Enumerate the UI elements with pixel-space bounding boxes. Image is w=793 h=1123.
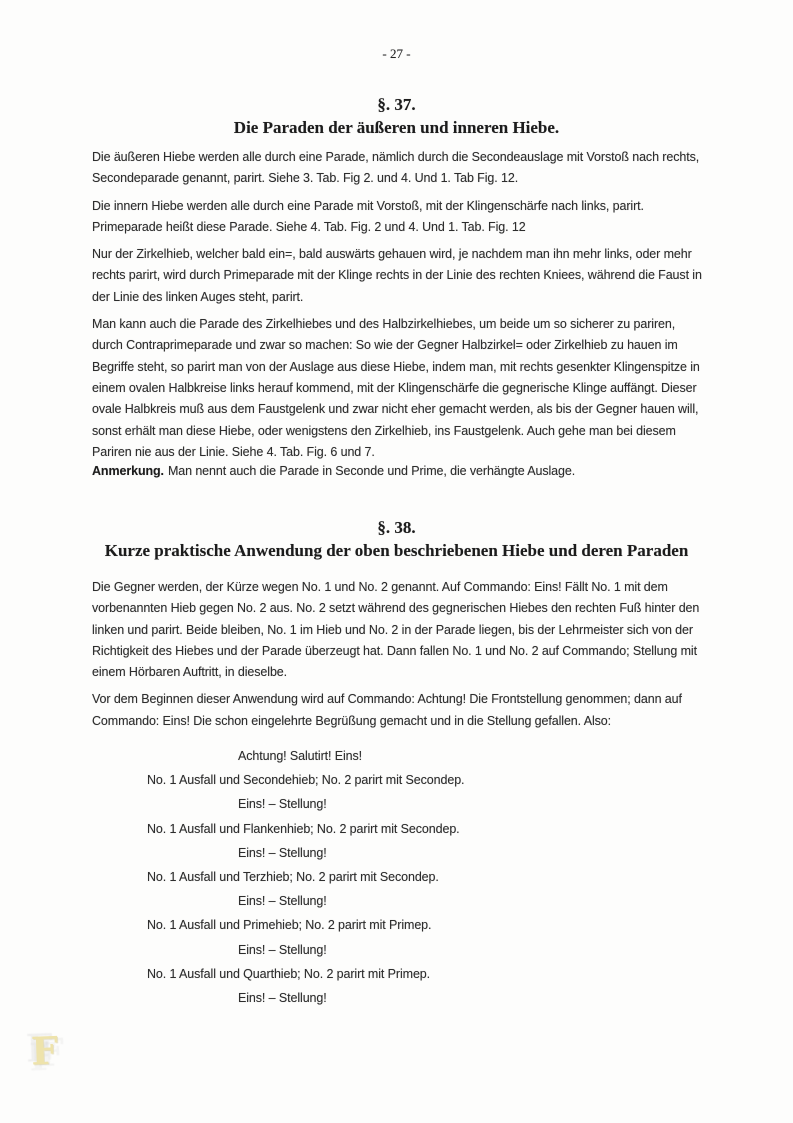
- annotation-note: [92, 461, 708, 482]
- section-38-title: Kurze praktische Anwendung der oben beschriebenen Hiebe und deren Paraden: [104, 541, 689, 560]
- drill-line: Eins! – Stellung!: [238, 942, 327, 957]
- paragraph: Die innern Hiebe werden alle durch eine Parade mit Vorstoß, mit der Klingenschärfe nach links, parirt. Primeparade heißt diese Parade. Siehe 4. Tab. Fig. 2 und 4. Und 1. Tab. Fig. 12: [92, 198, 644, 234]
- note-label: Anmerkung.: [92, 464, 164, 478]
- page-number: - 27 -: [382, 46, 411, 61]
- note-text: Man nennt auch die Parade in Seconde und Prime, die verhängte Auslage.: [167, 464, 576, 478]
- drill-line: Achtung! Salutirt! Eins!: [238, 749, 363, 763]
- drill-line: No. 1 Ausfall und Flankenhieb; No. 2 parirt mit Secondep.: [147, 821, 460, 836]
- drill-sequence: [92, 744, 732, 1010]
- paragraph: Vor dem Beginnen dieser Anwendung wird auf Commando: Achtung! Die Frontstellung genommen; dann auf Commando: Eins! Die schon eingelehrte Begrüßung gemacht und in die Stellung gefallen. Also:: [92, 692, 682, 728]
- section-37-number: §. 37.: [377, 95, 416, 114]
- paragraph: Nur der Zirkelhieb, welcher bald ein=, bald auswärts gehauen wird, je nachdem man ihn mehr links, oder mehr rechts parirt, wird durch Primeparade mit der Klinge rechts in der Linie des rechten Kniees, während die Faust in der Linie des linken Auges steht, parirt.: [92, 247, 702, 304]
- section-37-body: [92, 147, 708, 469]
- drill-line: No. 1 Ausfall und Secondehieb; No. 2 parirt mit Secondep.: [147, 773, 465, 788]
- section-38-body: [92, 577, 708, 738]
- drill-line: No. 1 Ausfall und Primehieb; No. 2 parirt mit Primep.: [147, 918, 432, 933]
- section-37-heading: [0, 94, 793, 139]
- drill-line: Eins! – Stellung!: [238, 894, 327, 909]
- drill-line: Eins! – Stellung!: [238, 797, 327, 812]
- paragraph: Die äußeren Hiebe werden alle durch eine Parade, nämlich durch die Secondeauslage mit Vorstoß nach rechts, Secondeparade genannt, parirt. Siehe 3. Tab. Fig 2. und 4. Und 1. Tab Fig. 12.: [92, 150, 700, 186]
- drill-line: No. 1 Ausfall und Quarthieb; No. 2 parirt mit Primep.: [147, 966, 431, 981]
- drill-line: No. 1 Ausfall und Terzhieb; No. 2 parirt mit Secondep.: [147, 870, 439, 885]
- drill-line: Eins! – Stellung!: [238, 991, 327, 1006]
- paragraph: Die Gegner werden, der Kürze wegen No. 1 und No. 2 genannt. Auf Commando: Eins! Fällt No. 1 mit dem vorbenannten Hieb gegen No. 2 aus. No. 2 setzt während des gegnerischen Hiebes den rechten Fuß hinter den linken und parirt. Beide bleiben, No. 1 im Hieb und No. 2 in der Parade liegen, bis der Lehrmeister sich von der Richtigkeit des Hiebes und der Parade überzeugt hat. Dann fallen No. 1 und No. 2 auf Commando; Stellung mit einem Hörbaren Auftritt, in dieselbe.: [92, 580, 700, 680]
- watermark-letter-icon: F: [30, 1027, 59, 1074]
- drill-line: Eins! – Stellung!: [238, 845, 327, 860]
- paragraph: Man kann auch die Parade des Zirkelhiebes und des Halbzirkelhiebes, um beide um so sicherer zu pariren, durch Contraprimeparade und zwar so machen: So wie der Gegner Halbzirkel= oder Zirkelhieb zu hauen im Begriffe steht, so parirt man von der Auslage aus diese Hiebe, indem man, mit rechts gesenkter Klingenspitze in einem ovalen Halbkreise links herauf kommend, mit der Klingenschärfe die gegnerische Klinge auffängt. Dieser ovale Halbkreis muß aus dem Faustgelenk und zwar nicht eher gemacht werden, als bis der Gegner hauen will, sonst erhält man diese Hiebe, oder wenigstens den Zirkelhieb, ins Faustgelenk. Auch gehe man bei diesem Pariren nie aus der Linie. Siehe 4. Tab. Fig. 6 und 7.: [92, 317, 700, 459]
- section-38-number: §. 38.: [377, 518, 416, 537]
- section-37-title: Die Paraden der äußeren und inneren Hiebe.: [233, 118, 560, 137]
- section-38-heading: [0, 517, 793, 562]
